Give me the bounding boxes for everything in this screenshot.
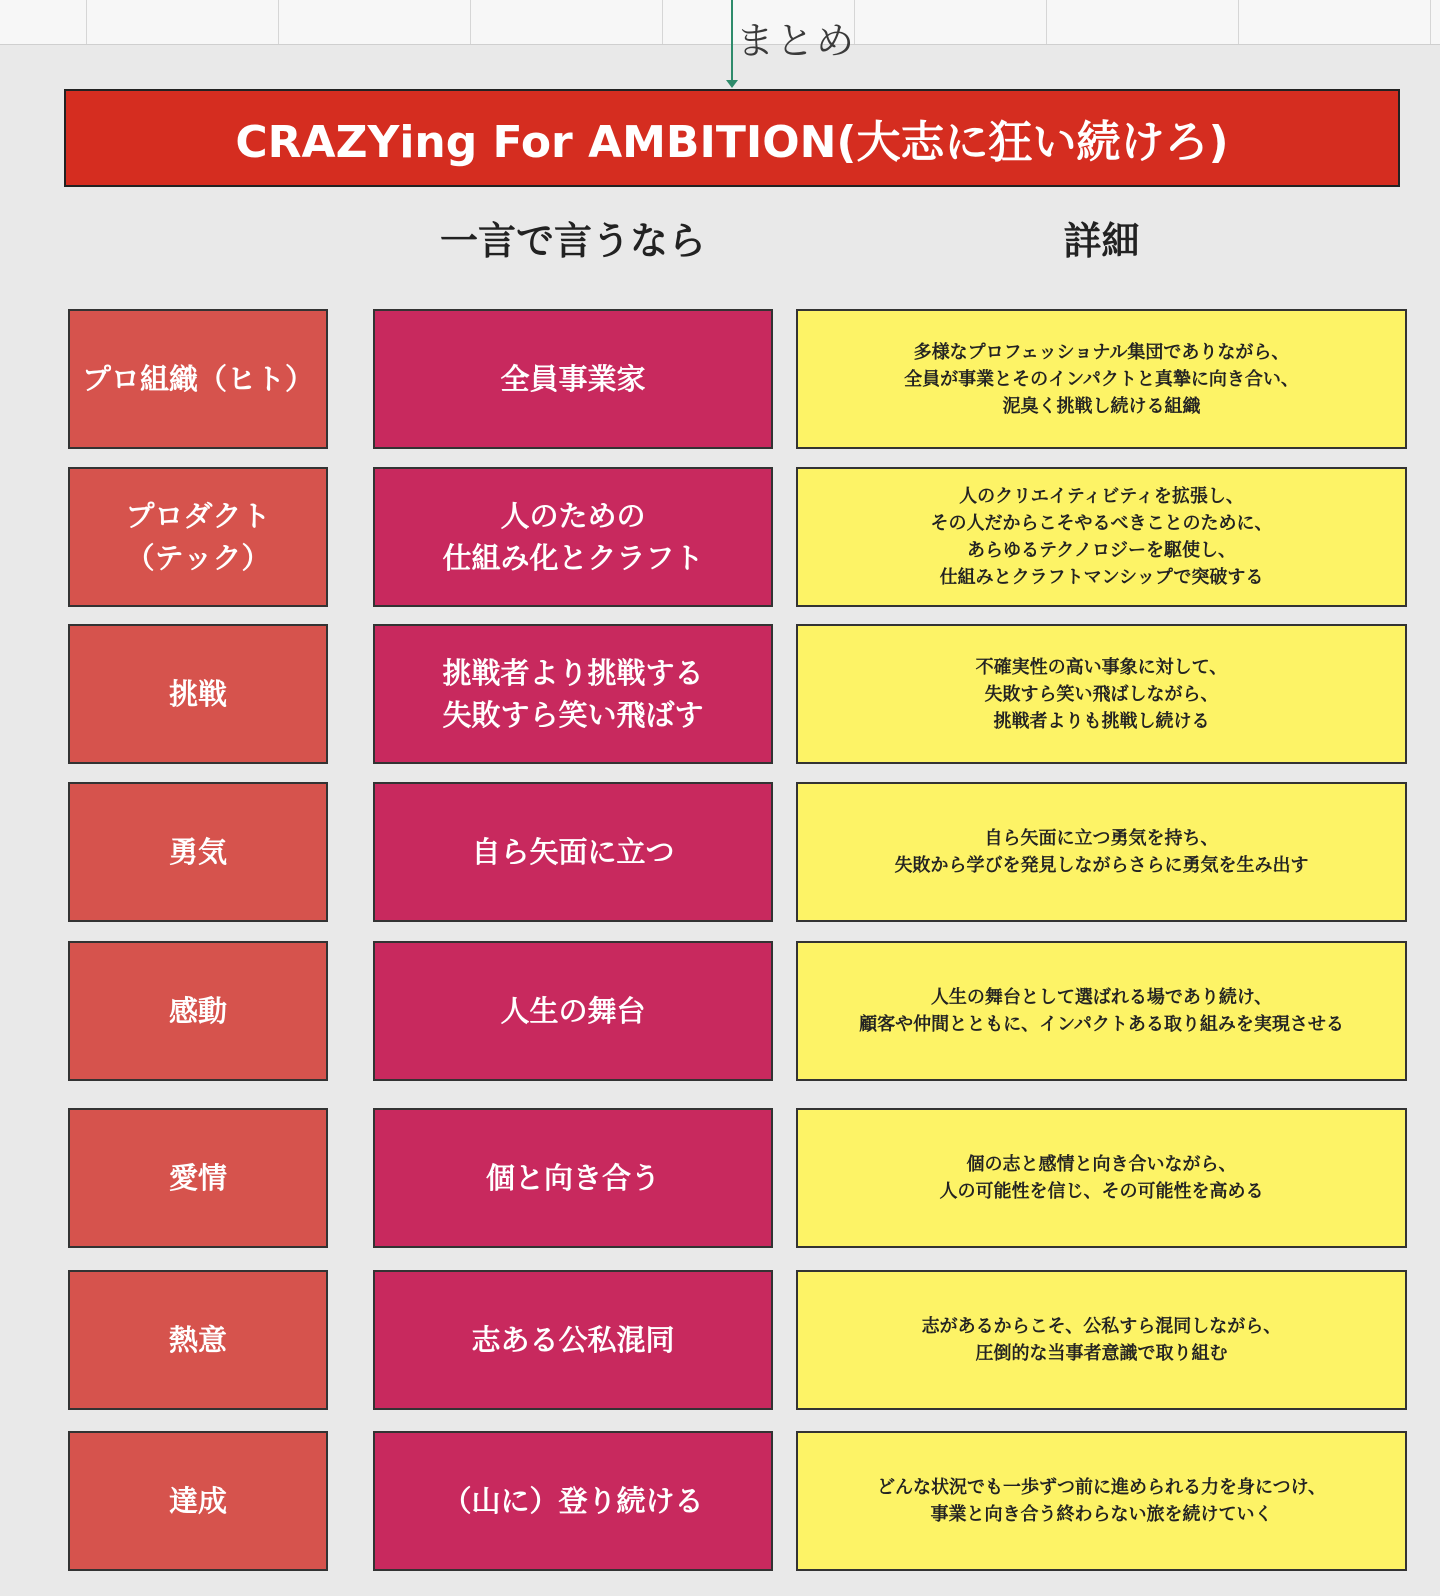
category-box[interactable]: 愛情 (68, 1108, 328, 1248)
category-box[interactable]: 挑戦 (68, 624, 328, 764)
category-box[interactable]: 達成 (68, 1431, 328, 1571)
grid-line (470, 0, 471, 44)
title-banner[interactable]: CRAZYing For AMBITION(大志に狂い続けろ) (64, 89, 1400, 187)
phrase-box[interactable]: 全員事業家 (373, 309, 773, 449)
column-header-phrase: 一言で言うなら (439, 219, 706, 263)
detail-box[interactable]: どんな状況でも一歩ずつ前に進められる力を身につけ、 事業と向き合う終わらない旅を続けていく (796, 1431, 1407, 1571)
category-box[interactable]: プロ組織（ヒト） (68, 309, 328, 449)
detail-box[interactable]: 人生の舞台として選ばれる場であり続け、 顧客や仲間とともに、インパクトある取り組みを実現させる (796, 941, 1407, 1081)
grid-line (1430, 0, 1431, 44)
detail-box[interactable]: 人のクリエイティビティを拡張し、 その人だからこそやるべきことのために、 あらゆるテクノロジーを駆使し、 仕組みとクラフトマンシップで突破する (796, 467, 1407, 607)
connector-line (731, 0, 733, 84)
phrase-box[interactable]: 人のための 仕組み化とクラフト (373, 467, 773, 607)
grid-line (1046, 0, 1047, 44)
phrase-box[interactable]: 自ら矢面に立つ (373, 782, 773, 922)
grid-line (1238, 0, 1239, 44)
phrase-box[interactable]: （山に）登り続ける (373, 1431, 773, 1571)
phrase-box[interactable]: 志ある公私混同 (373, 1270, 773, 1410)
phrase-box[interactable]: 人生の舞台 (373, 941, 773, 1081)
detail-box[interactable]: 不確実性の高い事象に対して、 失敗すら笑い飛ばしながら、 挑戦者よりも挑戦し続ける (796, 624, 1407, 764)
grid-line (278, 0, 279, 44)
category-box[interactable]: 熱意 (68, 1270, 328, 1410)
phrase-box[interactable]: 挑戦者より挑戦する 失敗すら笑い飛ばす (373, 624, 773, 764)
phrase-box[interactable]: 個と向き合う (373, 1108, 773, 1248)
detail-box[interactable]: 志があるからこそ、公私すら混同しながら、 圧倒的な当事者意識で取り組む (796, 1270, 1407, 1410)
category-box[interactable]: 感動 (68, 941, 328, 1081)
connector-arrowhead (726, 80, 738, 88)
summary-note: まとめ (736, 19, 857, 63)
category-box[interactable]: プロダクト （テック） (68, 467, 328, 607)
detail-box[interactable]: 自ら矢面に立つ勇気を持ち、 失敗から学びを発見しながらさらに勇気を生み出す (796, 782, 1407, 922)
grid-line (86, 0, 87, 44)
spreadsheet-grid-strip (0, 0, 1440, 45)
grid-line (662, 0, 663, 44)
detail-box[interactable]: 多様なプロフェッショナル集団でありながら、 全員が事業とそのインパクトと真摯に向き合い、 泥臭く挑戦し続ける組織 (796, 309, 1407, 449)
detail-box[interactable]: 個の志と感情と向き合いながら、 人の可能性を信じ、その可能性を高める (796, 1108, 1407, 1248)
column-header-detail: 詳細 (1063, 219, 1140, 263)
category-box[interactable]: 勇気 (68, 782, 328, 922)
